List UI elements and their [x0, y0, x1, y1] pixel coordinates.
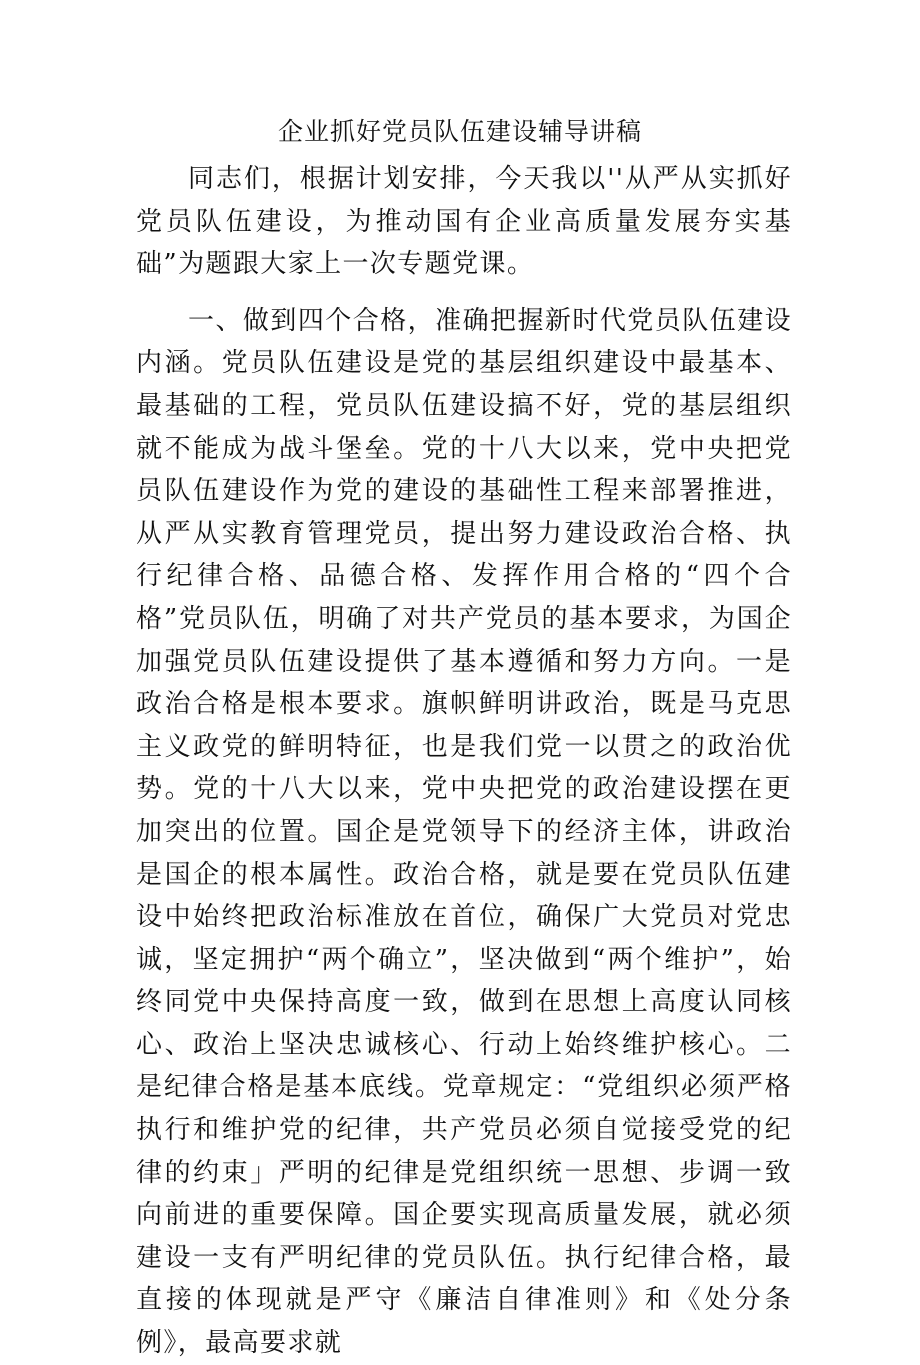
document-body [136, 158, 792, 1365]
document-title: 企业抓好党员队伍建设辅导讲稿 [277, 117, 642, 146]
paragraph-intro: 同志们，根据计划安排，今天我以''从严从实抓好党员队伍建设，为推动国有企业高质量发展夯实基础”为题跟大家上一次专题党课。 [136, 164, 792, 280]
paragraph-section-one: 一、做到四个合格，准确把握新时代党员队伍建设内涵。党员队伍建设是党的基层组织建设中最基本、最基础的工程，党员队伍建设搞不好，党的基层组织就不能成为战斗堡垒。党的十八大以来，党中央把党员队伍建设作为党的建设的基础性工程来部署推进，从严从实教育管理党员，提出努力建设政治合格、执行纪律合格、品德合格、发挥作用合格的“四个合格”党员队伍，明确了对共产党员的基本要求，为国企加强党员队伍建设提供了基本遵循和努力方向。一是政治合格是根本要求。旗帜鲜明讲政治，既是马克思主义政党的鲜明特征，也是我们党一以贯之的政治优势。党的十八大以来，党中央把党的政治建设摆在更加突出的位置。国企是党领导下的经济主体，讲政治是国企的根本属性。政治合格，就是要在党员队伍建设中始终把政治标准放在首位，确保广大党员对党忠诚，坚定拥护“两个确立”，坚决做到“两个维护”，始终同党中央保持高度一致，做到在思想上高度认同核心、政治上坚决忠诚核心、行动上始终维护核心。二是纪律合格是基本底线。党章规定：“党组织必须严格执行和维护党的纪律，共产党员必须自觉接受党的纪律的约束」严明的纪律是党组织统一思想、步调一致向前进的重要保障。国企要实现高质量发展，就必须建设一支有严明纪律的党员队伍。执行纪律合格，最直接的体现就是严守《廉洁自律准则》和《处分条例》，最高要求就 [136, 305, 792, 1359]
